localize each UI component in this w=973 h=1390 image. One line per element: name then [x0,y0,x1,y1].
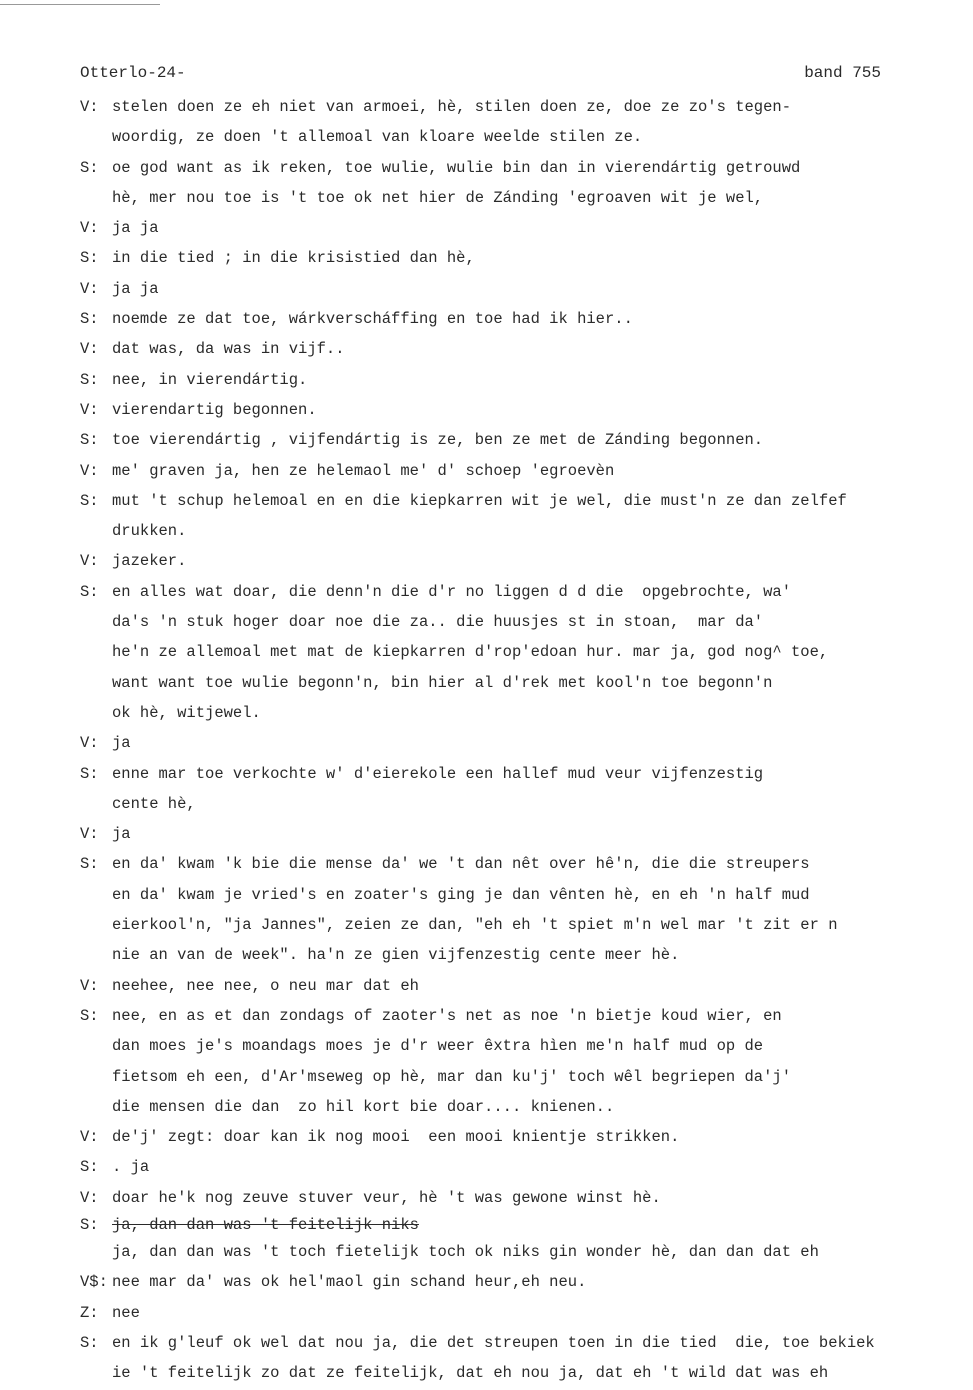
line-text: da's 'n stuk hoger doar noe die za.. die huusjes st in stoan, mar da' [112,613,764,632]
line-text: fietsom eh een, d'Ar'mseweg op hè, mar dan ku'j' toch wêl begriepen da'j' [112,1067,792,1086]
transcript-line [80,1213,950,1237]
speaker-label: Z: [80,1303,99,1322]
speaker-label: V: [80,279,99,298]
transcript-line [80,456,950,486]
line-text: de'j' zegt: doar kan ik nog mooi een mooi knientje strikken. [112,1128,680,1147]
transcript-line [80,1267,950,1297]
line-text: eierkool'n, "ja Jannes", zeien ze dan, "eh eh 't spiet m'n wel mar 't zit er n [112,916,838,935]
speaker-label: S: [80,249,99,268]
transcript-line [80,971,950,1001]
line-text: ja [112,825,131,844]
line-text: hè, mer nou toe is 't toe ok net hier de Zánding 'egroaven wit je wel, [112,188,764,207]
transcript-line [80,516,950,546]
transcript-line [80,910,950,940]
line-text: ja, dan dan was 't toch fietelijk toch ok niks gin wonder hè, dan dan dat eh [112,1242,819,1261]
line-text: ja, dan dan was 't feitelijk niks [112,1215,419,1234]
transcript-line [80,92,950,122]
transcript-line [80,607,950,637]
transcript-lines [80,92,950,1388]
line-text: nee, in vierendártig. [112,370,308,389]
transcript-line [80,1358,950,1388]
line-text: ok hè, witjewel. [112,703,261,722]
transcript-line [80,153,950,183]
transcript-line [80,1031,950,1061]
transcript-line [80,789,950,819]
speaker-label: S: [80,491,99,510]
transcript-line [80,334,950,364]
line-text: en da' kwam 'k bie die mense da' we 't dan nêt over hê'n, die die streupers [112,855,810,874]
speaker-label: S: [80,431,99,450]
transcript-line [80,1298,950,1328]
speaker-label: S: [80,855,99,874]
speaker-label: V: [80,400,99,419]
line-text: he'n ze allemoal met mat de kiepkarren d'rop'edoan hur. mar ja, god nog^ toe, [112,643,829,662]
transcript-line [80,819,950,849]
line-text: woordig, ze doen 't allemoal van kloare weelde stilen ze. [112,128,643,147]
speaker-label: V$: [80,1273,108,1292]
line-text: ja ja [112,219,159,238]
transcript-line [80,1001,950,1031]
page-header [80,64,881,88]
transcript-line [80,1237,950,1267]
transcript-line [80,698,950,728]
line-text: dan moes je's moandags moes je d'r weer êxtra hìen me'n half mud op de [112,1037,764,1056]
line-text: me' graven ja, hen ze helemaol me' d' schoep 'egroevèn [112,461,615,480]
line-text: enne mar toe verkochte w' d'eierekole een hallef mud veur vijfenzestig [112,764,764,783]
line-text: toe vierendártig , vijfendártig is ze, ben ze met de Zánding begonnen. [112,431,764,450]
line-text: cente hè, [112,794,196,813]
speaker-label: V: [80,219,99,238]
line-text: nee, en as et dan zondags of zaoter's net as noe 'n bietje koud wier, en [112,1006,782,1025]
line-text: oe god want as ik reken, toe wulie, wulie bin dan in vierendártig getrouwd [112,158,801,177]
transcript-line [80,940,950,970]
transcript-line [80,668,950,698]
line-text: dat was, da was in vijf.. [112,340,345,359]
line-text: nee mar da' was ok hel'maol gin schand heur,eh neu. [112,1273,587,1292]
line-text: mut 't schup helemoal en en die kiepkarren wit je wel, die must'n ze dan zelfef [112,491,847,510]
line-text: neehee, nee nee, o neu mar dat eh [112,976,419,995]
speaker-label: V: [80,1128,99,1147]
line-text: drukken. [112,522,187,541]
line-text: doar he'k nog zeuve stuver veur, hè 't was gewone winst hè. [112,1188,661,1207]
speaker-label: S: [80,310,99,329]
line-text: vierendartig begonnen. [112,400,317,419]
transcript-line [80,577,950,607]
speaker-label: S: [80,1158,99,1177]
transcript-line [80,1122,950,1152]
transcript-line [80,304,950,334]
speaker-label: V: [80,976,99,995]
transcript-line [80,486,950,516]
transcript-line [80,274,950,304]
speaker-label: V: [80,340,99,359]
line-text: stelen doen ze eh niet van armoei, hè, stilen doen ze, doe ze zo's tegen- [112,98,792,116]
speaker-label: S: [80,1333,99,1352]
line-text: noemde ze dat toe, wárkverscháffing en toe had ik hier.. [112,310,633,329]
transcript-line [80,546,950,576]
speaker-label: S: [80,370,99,389]
speaker-label: V: [80,98,99,116]
line-text: ie 't feitelijk zo dat ze feitelijk, dat eh nou ja, dat eh 't wild dat was eh [112,1364,829,1383]
line-text: en da' kwam je vried's en zoater's ging je dan vênten hè, en eh 'n half mud [112,885,810,904]
transcript-line [80,880,950,910]
transcript-line [80,1062,950,1092]
line-text: en ik g'leuf ok wel dat nou ja, die det streupen toen in die tied die, toe bekiek [112,1333,875,1352]
transcript-line [80,365,950,395]
top-rule [0,4,160,5]
line-text: in die tied ; in die krisistied dan hè, [112,249,475,268]
speaker-label: V: [80,825,99,844]
transcript-line [80,849,950,879]
speaker-label: S: [80,764,99,783]
transcript-line [80,1328,950,1358]
transcript-line [80,637,950,667]
speaker-label: S: [80,1006,99,1025]
speaker-label: V: [80,1188,99,1207]
transcript-line [80,1092,950,1122]
speaker-label: S: [80,158,99,177]
line-text: nee [112,1303,140,1322]
line-text: nie an van de week". ha'n ze gien vijfenzestig cente meer hè. [112,946,680,965]
transcript-line [80,395,950,425]
transcript-line [80,122,950,152]
line-text: die mensen die dan zo hil kort bie doar.... knienen.. [112,1097,615,1116]
speaker-label: S: [80,582,99,601]
transcript-line [80,728,950,758]
transcript-line [80,759,950,789]
speaker-label: V: [80,461,99,480]
line-text: jazeker. [112,552,187,571]
document-id: Otterlo-24- [80,64,186,82]
transcript-line [80,425,950,455]
tape-number: band 755 [804,64,881,82]
transcript-line [80,1152,950,1182]
line-text: want want toe wulie begonn'n, bin hier al d'rek met kool'n toe begonn'n [112,673,773,692]
line-text: . ja [112,1158,150,1177]
line-text: ja [112,734,131,753]
speaker-label: S: [80,1215,99,1234]
line-text: ja ja [112,279,159,298]
transcript-line [80,183,950,213]
transcript-line [80,213,950,243]
speaker-label: V: [80,734,99,753]
transcript-line [80,243,950,273]
transcript-line [80,1183,950,1213]
speaker-label: V: [80,552,99,571]
line-text: en alles wat doar, die denn'n die d'r no liggen d d die opgebrochte, wa' [112,582,792,601]
